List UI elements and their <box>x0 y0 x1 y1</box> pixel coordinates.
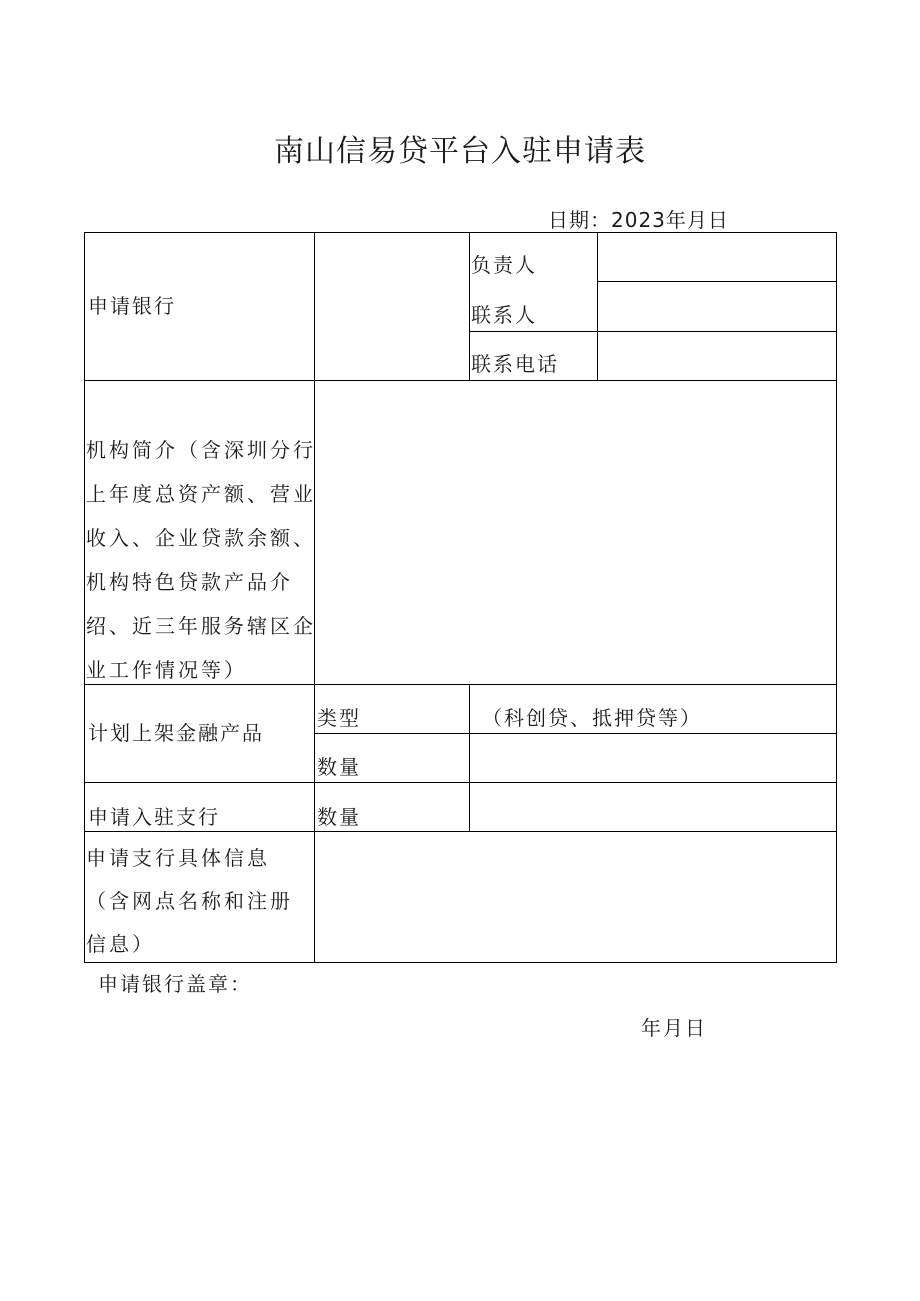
branch-info-label: 申请支行具体信息（含网点名称和注册信息） <box>86 846 293 956</box>
quantity-value-branches[interactable] <box>470 783 836 831</box>
intro-value[interactable] <box>315 381 836 684</box>
table-line <box>469 232 470 380</box>
contact-value[interactable] <box>598 282 836 331</box>
planned-products-label: 计划上架金融产品 <box>88 721 264 745</box>
contact-label: 联系人 <box>471 303 537 327</box>
page-title: 南山信易贷平台入驻申请表 <box>274 134 646 169</box>
quantity-label-products: 数量 <box>317 755 361 779</box>
table-border-left <box>84 232 85 963</box>
table-border-right <box>836 232 837 963</box>
seal-label: 申请银行盖章： <box>98 972 252 996</box>
footer-date: 年月日 <box>641 1016 707 1040</box>
type-label: 类型 <box>317 706 361 730</box>
quantity-value-products[interactable] <box>470 734 836 782</box>
branch-apply-label: 申请入驻支行 <box>88 805 220 829</box>
person-in-charge-label: 负责人 <box>471 253 537 277</box>
intro-label: 机构简介（含深圳分行上年度总资产额、营业收入、企业贷款余额、机构特色贷款产品介绍、近三年服务辖区企业工作情况等） <box>86 438 316 682</box>
branch-info-value[interactable] <box>315 832 836 962</box>
person-in-charge-value[interactable] <box>598 233 836 281</box>
date-line: 日期：2023年月日 <box>548 208 729 232</box>
quantity-label-branches: 数量 <box>317 805 361 829</box>
apply-bank-value[interactable] <box>315 233 468 380</box>
type-hint: （科创贷、抵押贷等） <box>482 706 702 730</box>
phone-label: 联系电话 <box>471 352 559 376</box>
phone-value[interactable] <box>598 332 836 380</box>
apply-bank-label: 申请银行 <box>88 294 176 318</box>
